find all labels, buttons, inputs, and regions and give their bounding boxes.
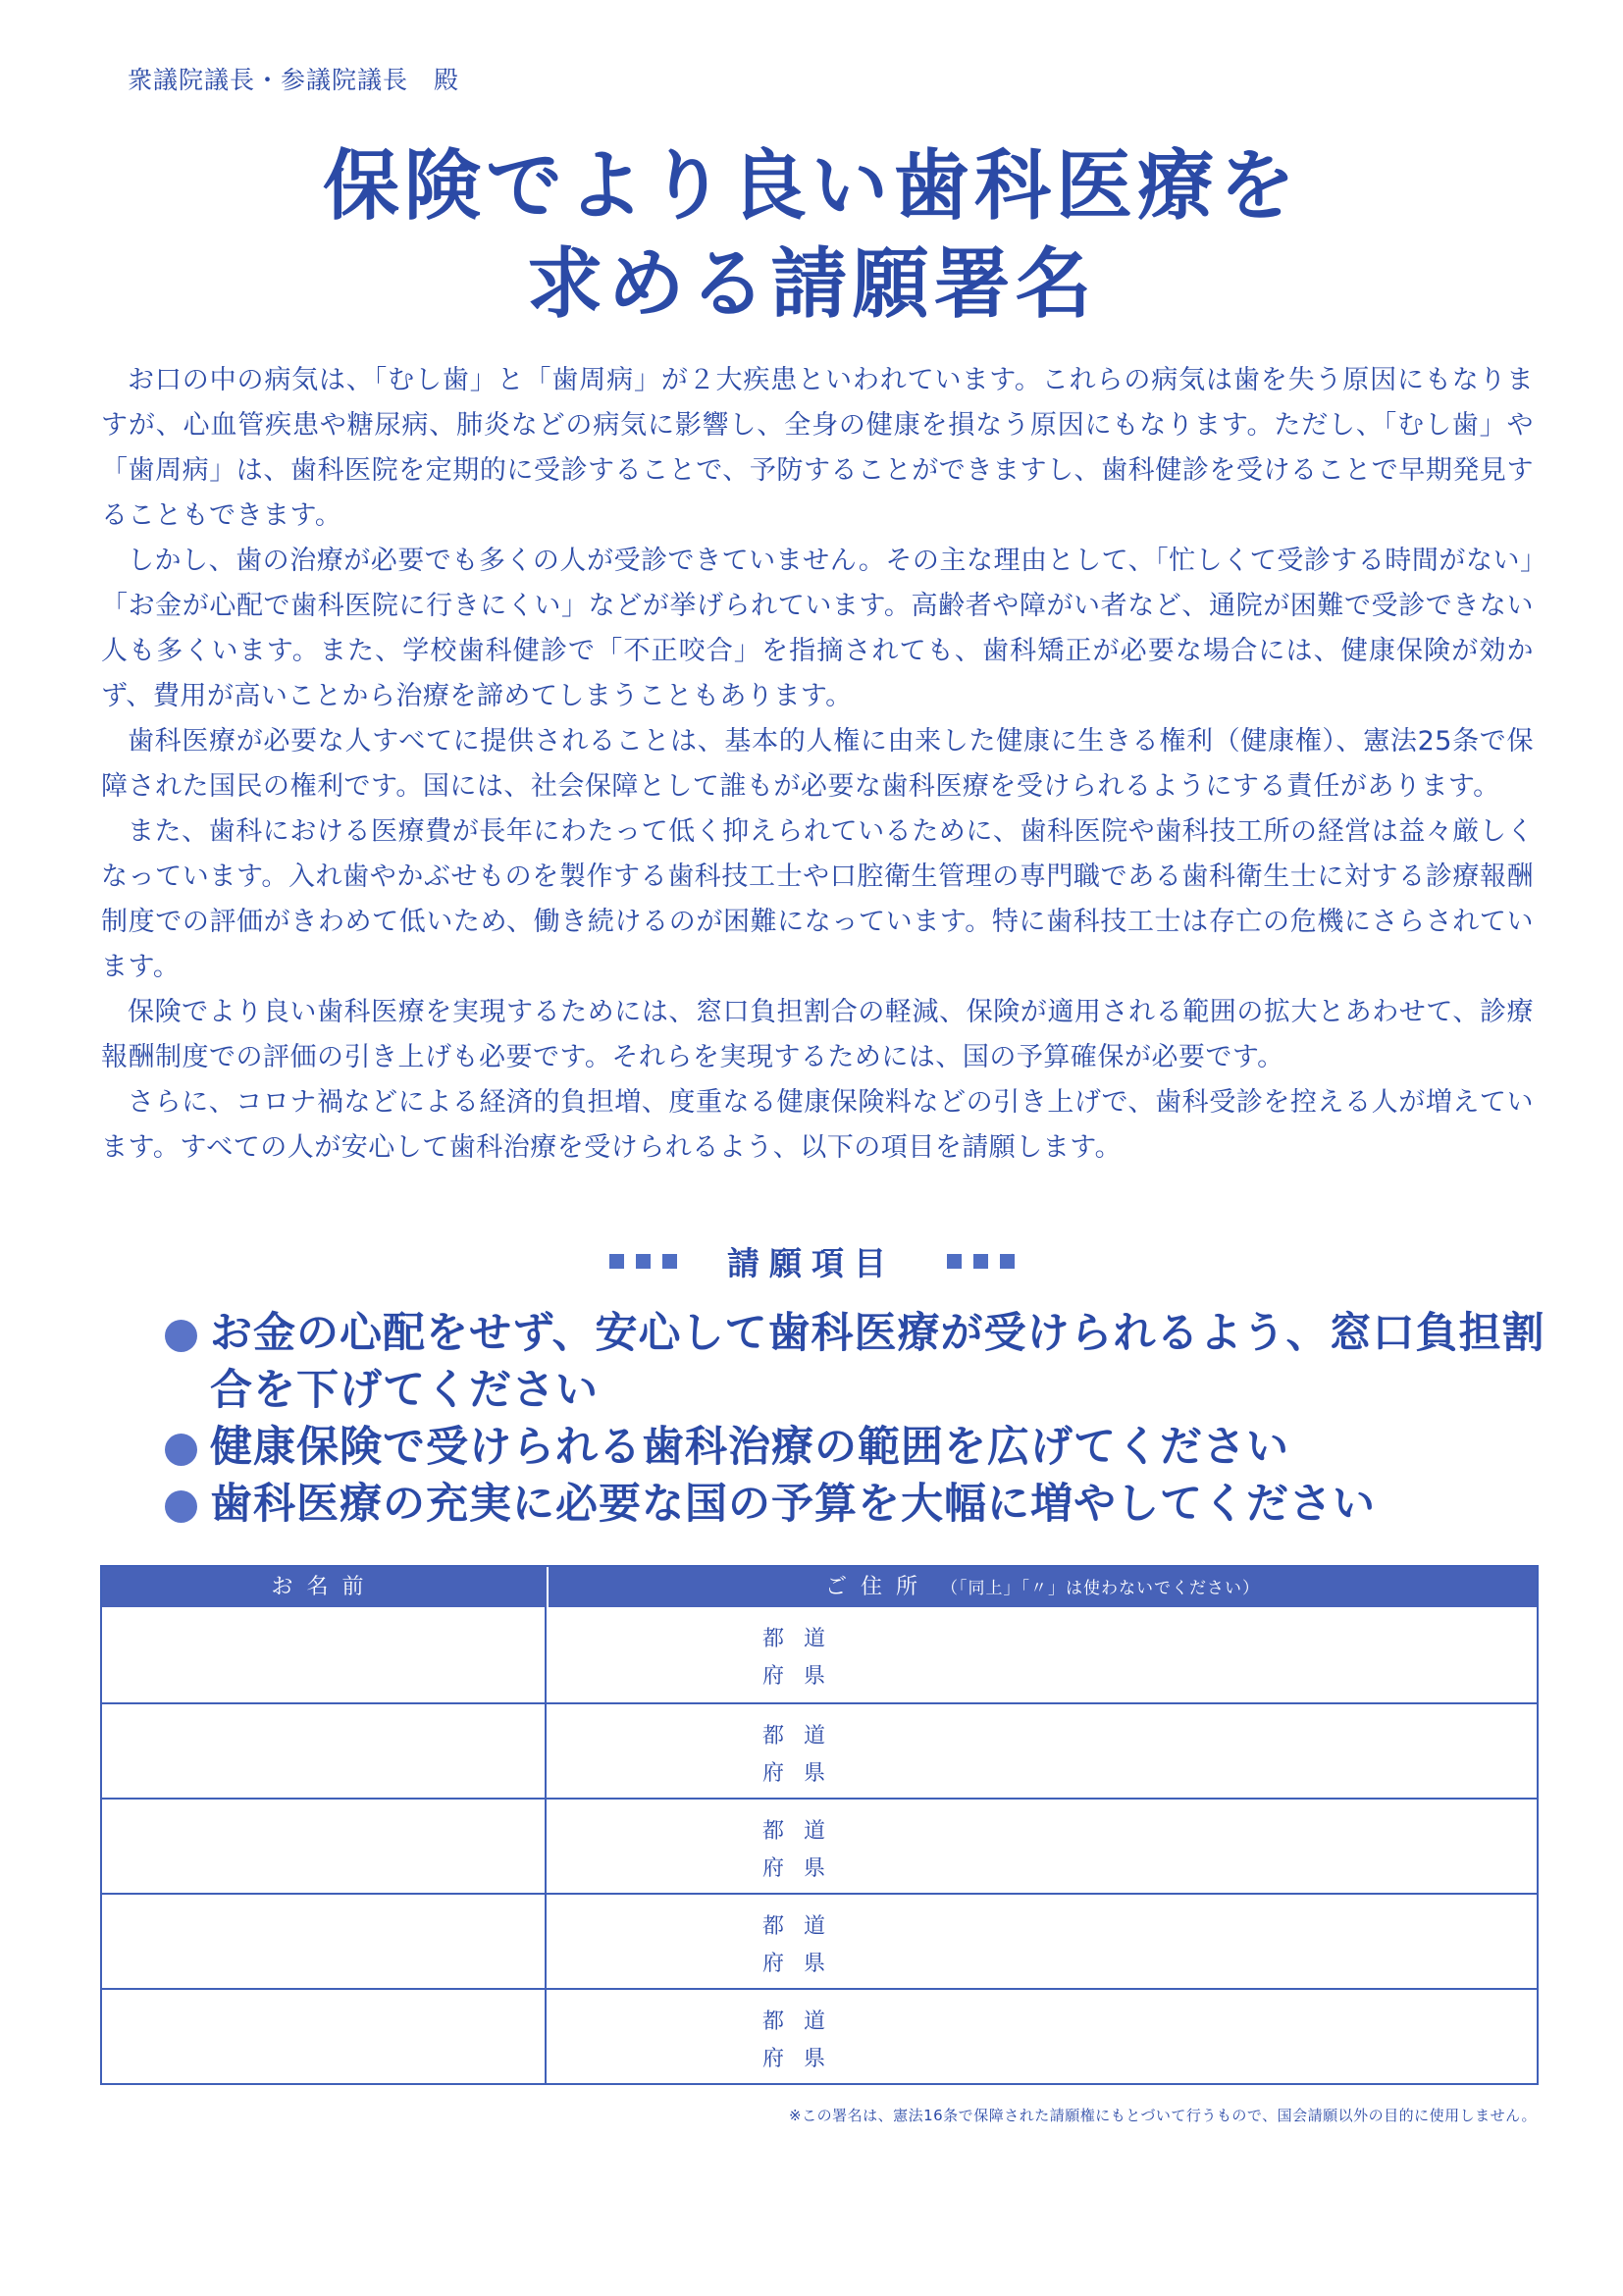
page-title xyxy=(0,137,1623,334)
petition-item xyxy=(165,1476,1578,1533)
title-line-2: 求める請願署名 xyxy=(526,240,1097,329)
signature-row xyxy=(102,1702,1537,1798)
signature-row xyxy=(102,1988,1537,2083)
name-field[interactable] xyxy=(102,1895,547,1988)
petition-items xyxy=(165,1305,1578,1533)
circle-bullet-icon xyxy=(165,1490,197,1523)
signature-row xyxy=(102,1893,1537,1988)
square-bullet-icon xyxy=(662,1254,677,1269)
petition-body xyxy=(101,358,1534,1171)
paragraph: また、歯科における医療費が長年にわたって低く抑えられているために、歯科医院や歯科技工所の経営は益々厳しくなっています。入れ歯やかぶせものを製作する歯科技工士や口腔衛生管理の専門職である歯科衛生士に対する診療報酬制度での評価がきわめて低いため、働き続けるのが困難になっています。特に歯科技工士は存亡の危機にさらされています。 xyxy=(101,816,1534,982)
paragraph: 保険でより良い歯科医療を実現するためには、窓口負担割合の軽減、保険が適用される範囲の拡大とあわせて、診療報酬制度での評価の引き上げも必要です。それらを実現するためには、国の予算確保が必要です。 xyxy=(101,997,1534,1072)
address-column-header xyxy=(549,1567,1537,1607)
square-bullet-icon xyxy=(609,1254,624,1269)
address-header-note: （「同上」「〃」は使わないでください） xyxy=(941,1579,1260,1598)
square-bullet-icon xyxy=(947,1254,962,1269)
circle-bullet-icon xyxy=(165,1434,197,1466)
address-field[interactable] xyxy=(547,1704,1537,1798)
address-field[interactable] xyxy=(547,1800,1537,1893)
address-header-label: ご住所 xyxy=(824,1575,931,1599)
section-heading-label: 請願項目 xyxy=(727,1244,896,1282)
name-field[interactable] xyxy=(102,1800,547,1893)
paragraph: しかし、歯の治療が必要でも多くの人が受診できていません。その主な理由として、「忙しくて受診する時間がない」「お金が心配で歯科医院に行きにくい」などが挙げられています。高齢者や障がい者など、通院が困難で受診できない人も多くいます。また、学校歯科健診で「不正咬合」を指摘されても、歯科矯正が必要な場合には、健康保険が効かず、費用が高いことから治療を諦めてしまうこともあります。 xyxy=(101,546,1534,711)
prefecture-label-line-2: 府県 xyxy=(762,1664,846,1689)
prefecture-label-line-1: 都道 xyxy=(762,1914,846,1939)
prefecture-label xyxy=(762,2004,845,2078)
name-field[interactable] xyxy=(102,1990,547,2083)
paragraph: さらに、コロナ禍などによる経済的負担増、度重なる健康保険料などの引き上げで、歯科受診を控える人が増えています。すべての人が安心して歯科治療を受けられるよう、以下の項目を請願します。 xyxy=(101,1087,1534,1163)
prefecture-label-line-2: 府県 xyxy=(762,2047,846,2071)
signature-table-header xyxy=(102,1567,1537,1607)
prefecture-label-line-1: 都道 xyxy=(762,1627,846,1651)
square-bullet-icon xyxy=(636,1254,651,1269)
section-heading xyxy=(0,1238,1623,1284)
prefecture-label-line-2: 府県 xyxy=(762,1856,846,1881)
address-field[interactable] xyxy=(547,1895,1537,1988)
signature-row xyxy=(102,1798,1537,1893)
petition-item xyxy=(165,1419,1578,1476)
paragraph: お口の中の病気は、「むし歯」と「歯周病」が２大疾患といわれています。これらの病気は歯を失う原因にもなりますが、心血管疾患や糖尿病、肺炎などの病気に影響し、全身の健康を損なう原因にもなります。ただし、「むし歯」や「歯周病」は、歯科医院を定期的に受診することで、予防することができますし、歯科健診を受けることで早期発見することもできます。 xyxy=(101,365,1534,531)
signature-rows xyxy=(102,1607,1537,2083)
square-bullet-icon xyxy=(1000,1254,1015,1269)
paragraph: 歯科医療が必要な人すべてに提供されることは、基本的人権に由来した健康に生きる権利（健康権）、憲法25条で保障された国民の権利です。国には、社会保障として誰もが必要な歯科医療を受けられるようにする責任があります。 xyxy=(101,726,1534,802)
prefecture-label xyxy=(762,1718,845,1793)
footnote: ※この署名は、憲法16条で保障された請願権にもとづいて行うもので、国会請願以外の目的に使用しません。 xyxy=(789,2107,1537,2124)
name-column-header: お名前 xyxy=(102,1567,549,1607)
prefecture-label-line-1: 都道 xyxy=(762,1819,846,1844)
prefecture-label-line-1: 都道 xyxy=(762,2009,846,2034)
prefecture-label-line-1: 都道 xyxy=(762,1724,846,1748)
name-field[interactable] xyxy=(102,1607,547,1702)
petition-item-text: お金の心配をせず、安心して歯科医療が受けられるよう、窓口負担割合を下げてください xyxy=(210,1309,1545,1415)
address-field[interactable] xyxy=(547,1990,1537,2083)
petition-item-text: 歯科医療の充実に必要な国の予算を大幅に増やしてください xyxy=(210,1480,1376,1529)
address-field[interactable] xyxy=(547,1607,1537,1702)
addressee: 衆議院議長・参議院議長 殿 xyxy=(128,66,460,94)
prefecture-label xyxy=(762,1621,845,1696)
signature-row xyxy=(102,1607,1537,1702)
signature-table xyxy=(100,1565,1539,2085)
prefecture-label-line-2: 府県 xyxy=(762,1761,846,1786)
square-bullet-icon xyxy=(973,1254,988,1269)
name-field[interactable] xyxy=(102,1704,547,1798)
circle-bullet-icon xyxy=(165,1320,197,1352)
prefecture-label xyxy=(762,1908,845,1983)
title-line-1: 保険でより良い歯科医療を xyxy=(322,142,1300,231)
petition-item xyxy=(165,1305,1578,1419)
prefecture-label-line-2: 府県 xyxy=(762,1952,846,1976)
prefecture-label xyxy=(762,1813,845,1888)
petition-item-text: 健康保険で受けられる歯科治療の範囲を広げてください xyxy=(210,1423,1289,1472)
